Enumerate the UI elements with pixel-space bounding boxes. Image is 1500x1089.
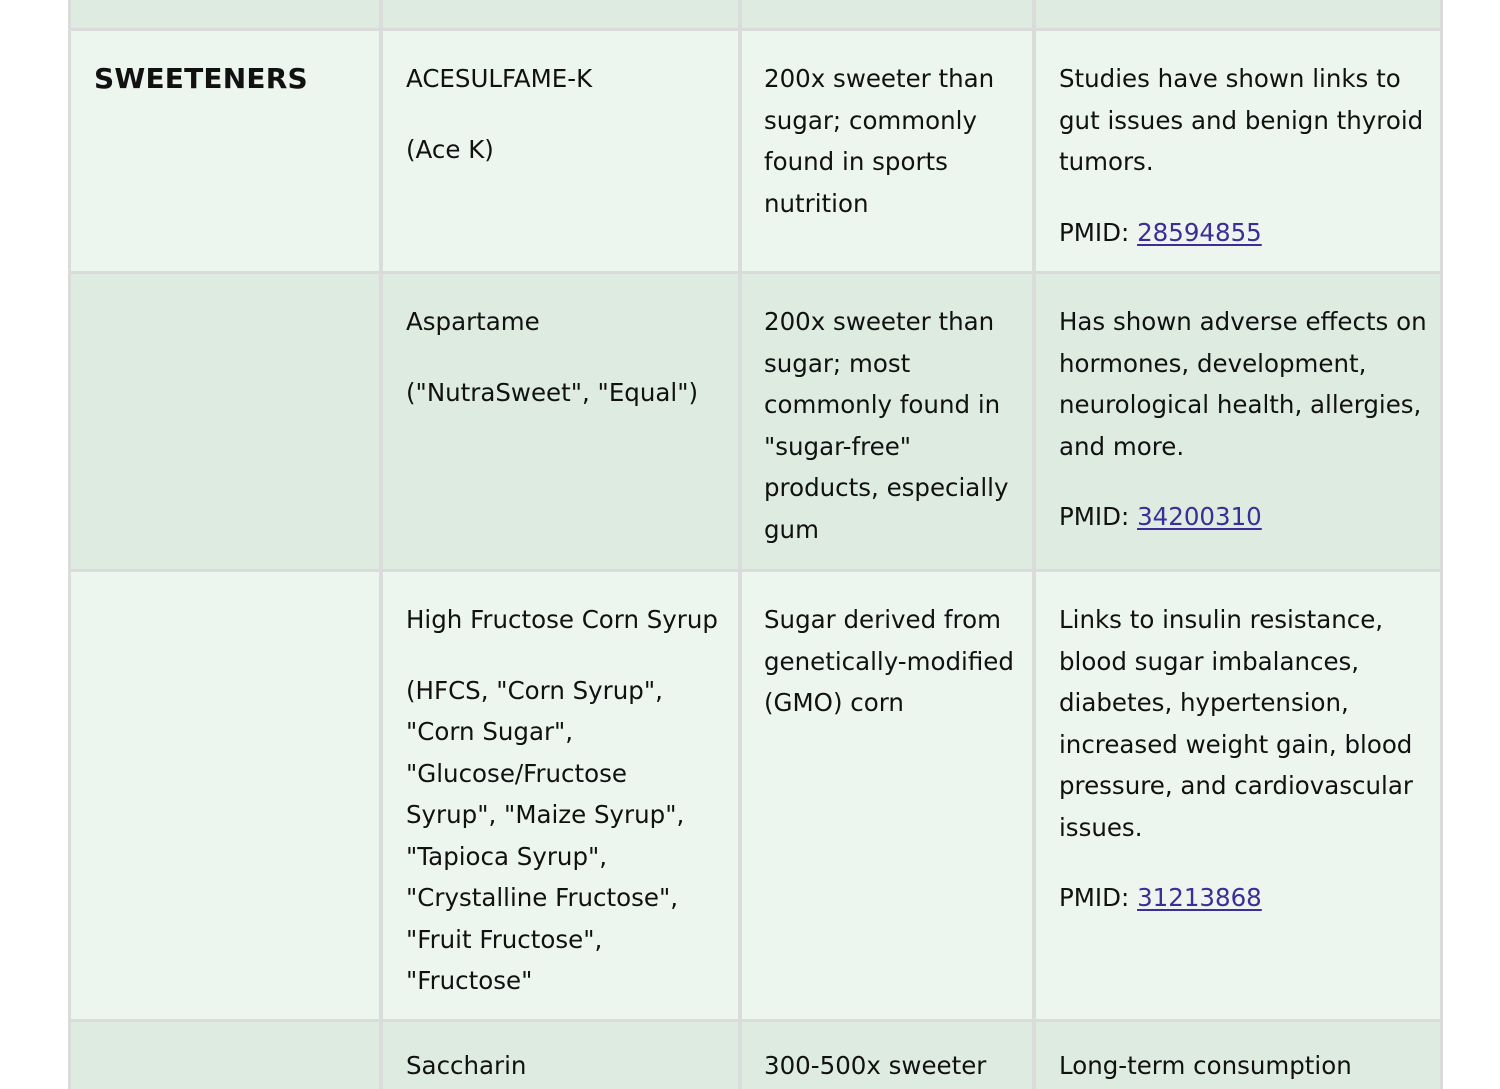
table-cell-category [71,274,379,569]
pmid-label: PMID: [1059,502,1130,531]
table-cell-category [71,1022,379,1089]
alias-line: "Corn Sugar", [406,717,574,746]
effects-line: pressure, and cardiovascular [1059,771,1413,800]
table-cell-description [742,274,1032,569]
effects-line: increased weight gain, blood [1059,729,1413,759]
table-cell-effects [1036,1022,1440,1089]
description-line: sugar; most [764,348,911,378]
table-row-aspartame [68,274,1443,569]
effects-line: Studies have shown links to [1059,64,1401,93]
pmid-label: PMID: [1059,883,1130,912]
table-row-acesulfame-k [68,31,1443,271]
description-line: 200x sweeter than [764,64,995,93]
pmid-link[interactable]: 34200310 [1137,502,1262,531]
effects-line: hormones, development, [1059,348,1367,378]
effects-line: and more. [1059,431,1185,461]
description-line: Sugar derived from [764,605,1001,634]
alias-line: "Fructose" [406,966,533,995]
description-line: gum [764,514,819,544]
effects-line: gut issues and benign thyroid [1059,105,1424,135]
table-cell-ingredient [383,31,738,271]
pmid-reference [1059,212,1430,254]
pmid-link[interactable]: 31213868 [1137,883,1262,912]
description-line: "sugar-free" [764,431,912,461]
alias-line: "Crystalline Fructose", [406,883,679,912]
pmid-reference [1059,496,1430,538]
table-cell-effects [1036,572,1440,1019]
table-cell-category [71,572,379,1019]
table-cell-description [742,1022,1032,1089]
table-cell-category [71,0,379,28]
table-cell-ingredient [383,1022,738,1089]
pmid-link[interactable]: 28594855 [1137,217,1262,247]
alias-line: "Tapioca Syrup", [406,841,608,871]
description-line: genetically-modified [764,646,1014,676]
table-row-top-partial [68,0,1443,28]
ingredient-name: Aspartame [406,307,540,336]
table-cell-effects [1036,31,1440,271]
description-line: nutrition [764,188,869,218]
alias-line: "Glucose/Fructose [406,758,627,788]
effects-line: blood sugar imbalances, [1059,646,1360,676]
table-cell-effects [1036,0,1440,28]
table-cell-ingredient [383,274,738,569]
ingredient-aliases: ("NutraSweet", "Equal") [406,377,699,407]
ingredients-table [68,0,1443,1089]
pmid-label: PMID: [1059,217,1130,247]
effects-line: Long-term consumption [1059,1051,1352,1080]
table-cell-category [71,31,379,271]
description-line: commonly found in [764,390,1001,419]
description-line: 200x sweeter than [764,307,995,336]
effects-line: diabetes, hypertension, [1059,688,1349,717]
effects-line: tumors. [1059,147,1154,176]
category-label: SWEETENERS [94,62,308,95]
alias-line: "Fruit Fructose", [406,924,603,954]
ingredient-name: Saccharin [406,1051,527,1080]
ingredient-aliases: (Ace K) [406,134,494,164]
description-line: found in sports [764,147,948,176]
effects-line: Has shown adverse effects on [1059,307,1427,336]
effects-line: issues. [1059,812,1143,842]
description-line: sugar; commonly [764,105,977,135]
table-row-saccharin [68,1022,1443,1089]
description-line: 300-500x sweeter [764,1051,987,1080]
table-cell-description [742,31,1032,271]
table-cell-description [742,0,1032,28]
ingredient-name: ACESULFAME-K [406,64,593,93]
table-cell-ingredient [383,0,738,28]
table-row-high-fructose-corn-syrup [68,572,1443,1019]
description-line: products, especially [764,473,1009,502]
description-line: (GMO) corn [764,688,904,717]
effects-line: Links to insulin resistance, [1059,605,1384,634]
alias-line: Syrup", "Maize Syrup", [406,800,685,829]
ingredient-name: High Fructose Corn Syrup [406,605,718,634]
table-cell-ingredient [383,572,738,1019]
ingredient-aliases [406,670,720,1002]
table-cell-description [742,572,1032,1019]
pmid-reference [1059,877,1430,919]
alias-line: (HFCS, "Corn Syrup", [406,675,663,705]
effects-line: neurological health, allergies, [1059,390,1422,419]
table-cell-effects [1036,274,1440,569]
